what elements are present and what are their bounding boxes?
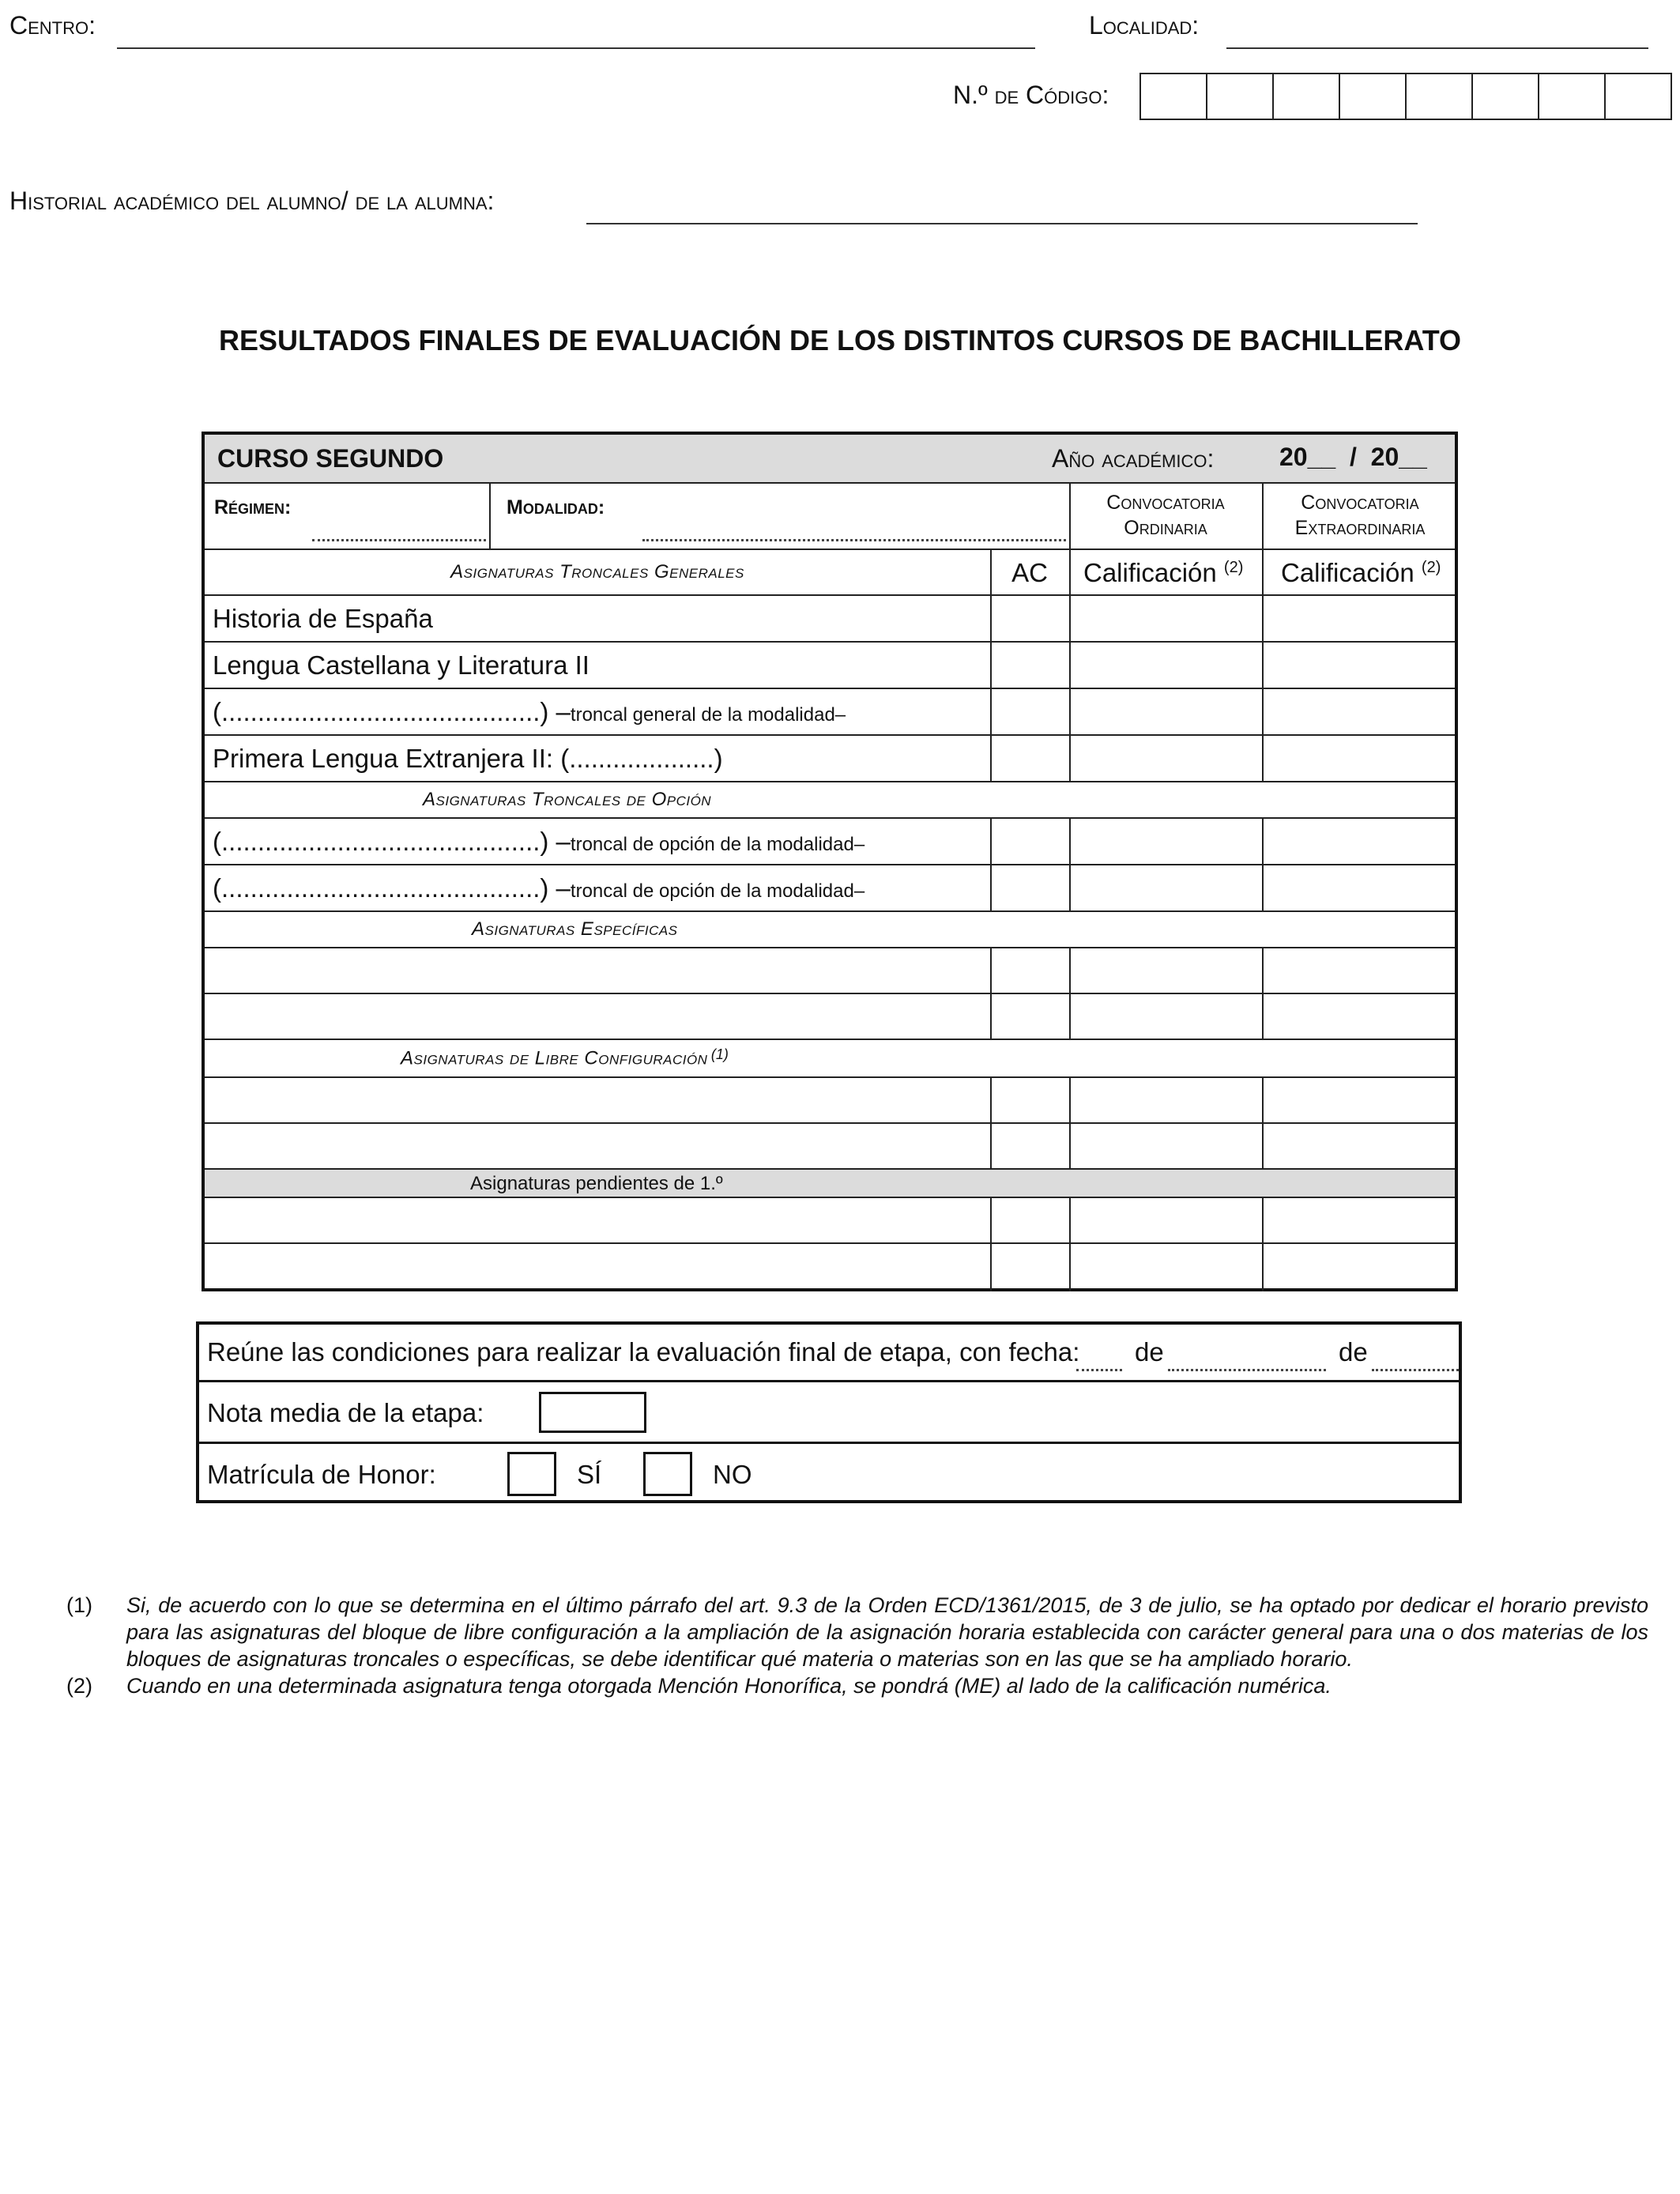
codigo-digit-box[interactable] xyxy=(1539,74,1606,119)
cell-extraordinaria[interactable] xyxy=(1262,1078,1264,1122)
conv-extraordinaria-line2: Extraordinaria xyxy=(1294,517,1426,539)
cell-ac[interactable] xyxy=(990,948,992,993)
table-row xyxy=(205,688,1455,734)
section-troncales-generales: Asignaturas Troncales Generales xyxy=(450,561,744,582)
column-header-row xyxy=(205,548,1455,594)
subject-name-empty[interactable] xyxy=(205,1198,990,1242)
codigo-label: N.º de Código: xyxy=(953,81,1109,109)
section-pendientes: Asignaturas pendientes de 1.º xyxy=(470,1173,723,1194)
centro-field-line[interactable] xyxy=(117,47,1035,49)
matricula-si-checkbox[interactable] xyxy=(507,1452,556,1496)
cell-ordinaria[interactable] xyxy=(1069,865,1071,910)
section-libre-text: Asignaturas de Libre Configuración xyxy=(401,1047,708,1069)
conv-ordinaria-header xyxy=(1069,490,1262,541)
matricula-no-label: NO xyxy=(713,1460,752,1489)
cell-ac[interactable] xyxy=(990,1198,992,1242)
calificacion-text: Calificación xyxy=(1281,558,1414,587)
subject-name[interactable]: Primera Lengua Extranjera II: (....................) xyxy=(213,744,723,773)
cell-ac[interactable] xyxy=(990,1078,992,1122)
subject-name: Lengua Castellana y Literatura II xyxy=(213,650,590,680)
subject-placeholder: (............................................) – xyxy=(213,697,571,726)
cell-extraordinaria[interactable] xyxy=(1262,689,1264,734)
modalidad-field[interactable] xyxy=(642,539,1066,541)
table-row xyxy=(205,1197,1455,1242)
section-row xyxy=(205,1039,1455,1076)
table-row xyxy=(205,864,1455,910)
footnote-2-text: Cuando en una determinada asignatura tenga otorgada Mención Honorífica, se pondrá (ME) al lado de la calificación numérica. xyxy=(126,1674,1332,1698)
subject-placeholder: (............................................) – xyxy=(213,827,571,856)
table-row xyxy=(205,993,1455,1039)
historial-label: Historial académico del alumno/ de la alumna: xyxy=(9,187,495,215)
cell-ordinaria[interactable] xyxy=(1069,1078,1071,1122)
codigo-digit-box[interactable] xyxy=(1473,74,1539,119)
subject-suffix: troncal general de la modalidad– xyxy=(570,704,846,726)
col-divider xyxy=(1262,550,1264,594)
cell-ordinaria[interactable] xyxy=(1069,994,1071,1039)
table-row xyxy=(205,817,1455,864)
footnote-2-number: (2) xyxy=(66,1674,92,1698)
localidad-label: Localidad: xyxy=(1089,11,1200,40)
cell-extraordinaria[interactable] xyxy=(1262,994,1264,1039)
cell-extraordinaria[interactable] xyxy=(1262,643,1264,688)
matricula-si-label: SÍ xyxy=(577,1460,602,1489)
col-calificacion-ordinaria xyxy=(1083,558,1243,588)
cell-ordinaria[interactable] xyxy=(1069,1244,1071,1291)
matricula-no-checkbox[interactable] xyxy=(643,1452,692,1496)
cell-ac[interactable] xyxy=(990,736,992,781)
page-title: RESULTADOS FINALES DE EVALUACIÓN DE LOS DISTINTOS CURSOS DE BACHILLERATO xyxy=(218,324,1462,356)
subject-suffix: troncal de opción de la modalidad– xyxy=(570,880,865,902)
cell-extraordinaria[interactable] xyxy=(1262,1244,1264,1291)
calificacion-text: Calificación xyxy=(1083,558,1217,587)
nota-row xyxy=(199,1380,1459,1441)
cell-ac[interactable] xyxy=(990,643,992,688)
cell-ac[interactable] xyxy=(990,994,992,1039)
anio-label: Año académico: xyxy=(1052,444,1215,473)
cell-ac[interactable] xyxy=(990,1124,992,1168)
subject-name-empty[interactable] xyxy=(205,948,990,993)
section-libre xyxy=(401,1046,729,1069)
conv-ordinaria-line1: Convocatoria xyxy=(1106,492,1225,514)
fecha-dia-field[interactable] xyxy=(1076,1369,1122,1371)
curso-label: CURSO SEGUNDO xyxy=(217,444,444,473)
table-row xyxy=(205,734,1455,781)
cell-ordinaria[interactable] xyxy=(1069,736,1071,781)
nota-label: Nota media de la etapa: xyxy=(207,1398,484,1427)
table-row xyxy=(205,1076,1455,1122)
regimen-row xyxy=(205,482,1455,548)
section-especificas: Asignaturas Específicas xyxy=(472,918,678,940)
footnote-1-text: Si, de acuerdo con lo que se determina en el último párrafo del art. 9.3 de la Orden ECD/1361/2015, de 3 de julio, se ha optado por dedicar el horario previsto para las asignaturas del bloque de libre configuración a la ampliación de la asignación horaria establecida con carácter general para una o dos materias de los bloques de asignaturas troncales o específicas, se debe identificar qué materia o materias son en las que se ha ampliado horario. xyxy=(126,1593,1648,1671)
cell-extraordinaria[interactable] xyxy=(1262,865,1264,910)
historial-field-line[interactable] xyxy=(586,223,1418,224)
codigo-digit-box[interactable] xyxy=(1207,74,1274,119)
table-row xyxy=(205,1242,1455,1291)
centro-label: Centro: xyxy=(9,11,96,40)
table-row xyxy=(205,1122,1455,1168)
de-label-2: de xyxy=(1339,1337,1368,1367)
col-ac-header: AC xyxy=(1011,558,1048,587)
matricula-row xyxy=(199,1442,1459,1504)
section-troncales-opcion: Asignaturas Troncales de Opción xyxy=(423,789,712,810)
section-row xyxy=(205,1168,1455,1197)
cell-ac[interactable] xyxy=(990,819,992,864)
subject-suffix: troncal de opción de la modalidad– xyxy=(570,834,865,855)
footnote-2-mark: (2) xyxy=(1421,559,1441,576)
table-row xyxy=(205,641,1455,688)
conv-extraordinaria-line1: Convocatoria xyxy=(1301,492,1419,514)
cell-extraordinaria[interactable] xyxy=(1262,1124,1264,1168)
section-row xyxy=(205,910,1455,947)
regimen-label: Régimen: xyxy=(214,496,292,518)
codigo-digit-box[interactable] xyxy=(1340,74,1407,119)
footnote-1-mark: (1) xyxy=(710,1046,729,1062)
matricula-label: Matrícula de Honor: xyxy=(207,1460,436,1489)
cell-ac[interactable] xyxy=(990,596,992,641)
fecha-mes-field[interactable] xyxy=(1168,1369,1326,1371)
conv-extraordinaria-header xyxy=(1262,490,1458,541)
cell-ordinaria[interactable] xyxy=(1069,643,1071,688)
de-label-1: de xyxy=(1135,1337,1164,1367)
cell-ordinaria[interactable] xyxy=(1069,1198,1071,1242)
curso-row xyxy=(205,435,1455,482)
cell-ac[interactable] xyxy=(990,1244,992,1291)
codigo-digit-box[interactable] xyxy=(1141,74,1207,119)
subject-name[interactable] xyxy=(213,697,846,727)
subject-placeholder: (............................................) – xyxy=(213,873,571,903)
nota-media-box[interactable] xyxy=(539,1392,646,1433)
footnote-2-mark: (2) xyxy=(1223,559,1244,576)
subject-name-empty[interactable] xyxy=(205,1124,990,1168)
subject-name-empty[interactable] xyxy=(205,1078,990,1122)
evaluacion-final-table xyxy=(196,1321,1462,1503)
col-divider xyxy=(1069,550,1071,594)
cell-ordinaria[interactable] xyxy=(1069,948,1071,993)
regimen-field[interactable] xyxy=(312,539,486,541)
codigo-digit-box[interactable] xyxy=(1407,74,1473,119)
subject-name: Historia de España xyxy=(213,604,433,633)
subject-name[interactable] xyxy=(213,873,864,903)
results-table xyxy=(202,432,1458,1291)
cell-extraordinaria[interactable] xyxy=(1262,1198,1264,1242)
subject-name-empty[interactable] xyxy=(205,994,990,1039)
cell-ac[interactable] xyxy=(990,689,992,734)
cell-ordinaria[interactable] xyxy=(1069,819,1071,864)
cell-extraordinaria[interactable] xyxy=(1262,736,1264,781)
codigo-boxes[interactable] xyxy=(1139,73,1672,120)
cell-ordinaria[interactable] xyxy=(1069,689,1071,734)
col-calificacion-extraordinaria xyxy=(1281,558,1441,588)
conv-ordinaria-line2: Ordinaria xyxy=(1124,517,1207,539)
anio-value[interactable]: 20__ / 20__ xyxy=(1279,443,1427,471)
table-row xyxy=(205,947,1455,993)
cell-ordinaria[interactable] xyxy=(1069,1124,1071,1168)
col-divider xyxy=(489,484,491,548)
cell-extraordinaria[interactable] xyxy=(1262,819,1264,864)
cell-extraordinaria[interactable] xyxy=(1262,596,1264,641)
localidad-field-line[interactable] xyxy=(1226,47,1648,49)
reune-label: Reúne las condiciones para realizar la evaluación final de etapa, con fecha: xyxy=(207,1337,1080,1367)
cell-extraordinaria[interactable] xyxy=(1262,948,1264,993)
codigo-digit-box[interactable] xyxy=(1606,74,1671,119)
codigo-digit-box[interactable] xyxy=(1274,74,1340,119)
subject-name[interactable] xyxy=(213,827,864,857)
cell-ordinaria[interactable] xyxy=(1069,596,1071,641)
modalidad-label: Modalidad: xyxy=(507,496,605,518)
footnote-1-number: (1) xyxy=(66,1593,92,1617)
subject-name-empty[interactable] xyxy=(205,1244,990,1291)
table-row xyxy=(205,594,1455,641)
fecha-anio-field[interactable] xyxy=(1372,1369,1459,1371)
section-row xyxy=(205,781,1455,817)
cell-ac[interactable] xyxy=(990,865,992,910)
